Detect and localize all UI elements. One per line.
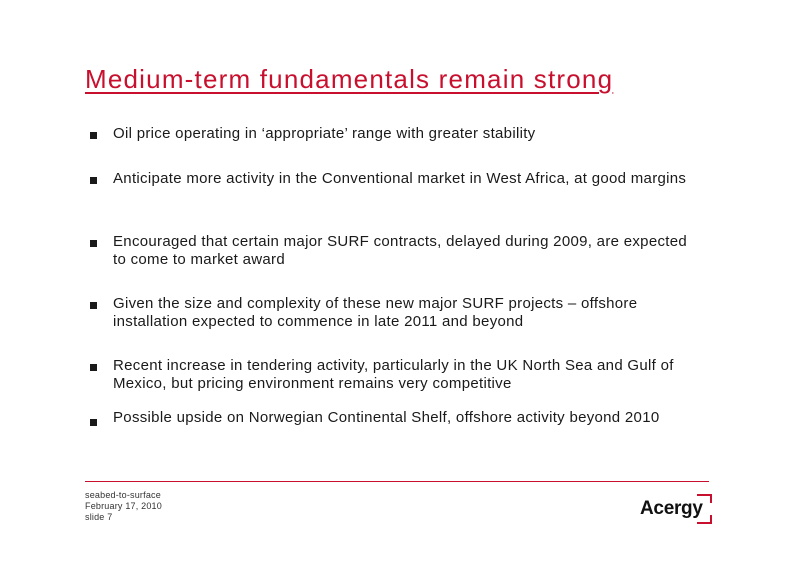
acergy-logo — [640, 494, 712, 524]
footer-info — [85, 490, 162, 523]
square-bullet-icon — [88, 238, 98, 248]
square-bullet-icon — [88, 300, 98, 310]
bullet-item — [88, 295, 708, 331]
bullet-text: Recent increase in tendering activity, particularly in the UK North Sea and Gulf of Mexico, but pricing environment remains very competitive — [113, 357, 674, 392]
square-bullet-icon — [88, 362, 98, 372]
footer-slide-number: slide 7 — [85, 512, 113, 522]
square-bullet-icon — [88, 130, 98, 140]
bullet-item — [88, 409, 708, 427]
bullet-item — [88, 125, 708, 143]
logo-bracket-bottom — [697, 515, 712, 524]
square-bullet-icon — [88, 417, 98, 427]
bullet-text: Oil price operating in ‘appropriate’ range with greater stability — [113, 125, 536, 142]
bullet-item — [88, 357, 708, 393]
footer-date: February 17, 2010 — [85, 501, 162, 511]
slide-title: Medium-term fundamentals remain strong — [85, 64, 614, 94]
bullet-text: Anticipate more activity in the Conventional market in West Africa, at good margins — [113, 170, 687, 187]
square-bullet-icon — [88, 175, 98, 185]
footer-tagline: seabed-to-surface — [85, 490, 161, 500]
bullet-text: Possible upside on Norwegian Continental Shelf, offshore activity beyond 2010 — [113, 409, 660, 426]
bullet-item — [88, 233, 708, 269]
logo-wordmark: Acergy — [640, 498, 703, 519]
bullet-text: Given the size and complexity of these new major SURF projects – offshore installation expected to commence in late 2011 and beyond — [113, 295, 638, 330]
bullet-item — [88, 170, 708, 188]
footer-divider — [85, 481, 709, 482]
bullet-text: Encouraged that certain major SURF contracts, delayed during 2009, are expected to come to market award — [113, 233, 688, 268]
